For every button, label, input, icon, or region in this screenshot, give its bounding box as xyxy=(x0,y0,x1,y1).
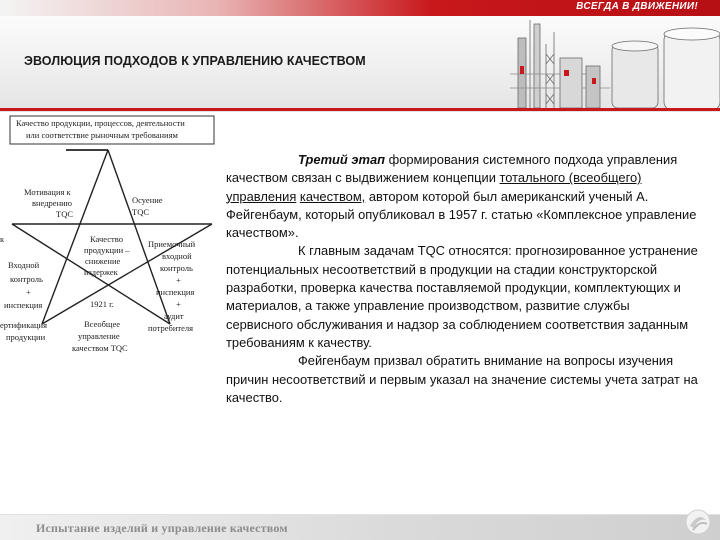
p1-underline-1: тотального (всеобщего) управления xyxy=(226,170,642,204)
header-banner xyxy=(0,0,720,112)
page-title: ЭВОЛЮЦИЯ ПОДХОДОВ К УПРАВЛЕНИЮ КАЧЕСТВОМ xyxy=(24,54,366,68)
center-node-line-2: продукции – xyxy=(84,245,130,255)
p1-part-a: формирования системного подхода управления качеством связан с выдвижением концепции xyxy=(226,152,678,186)
p3-text: Фейгенбаум призвал обратить внимание на вопросы изучения причин несоответствий и первым указал на значение системы учета затрат на качество. xyxy=(226,353,698,405)
right-side-line-4: + xyxy=(176,275,181,285)
body-text xyxy=(226,151,700,407)
right-side-line-2: входной xyxy=(162,251,192,261)
p1-lead: Третий этап xyxy=(298,152,386,167)
bottom-left-line-2: продукции xyxy=(6,332,46,342)
right-side-line-1: Приемочный xyxy=(148,239,196,249)
slogan: ВСЕГДА В ДВИЖЕНИИ! xyxy=(576,1,698,12)
right-node-line-2: TQC xyxy=(132,207,149,217)
far-left-line-2: контроль xyxy=(10,274,43,284)
paragraph-2 xyxy=(226,242,700,352)
left-node-line-3: TQC xyxy=(56,209,73,219)
p1-part-b: автором которой был американский ученый А. Фейгенбаум, который опубликовал в 1957 г. статью «Комплексное управление качеством». xyxy=(226,188,697,241)
footer-text: Испытание изделий и управление качеством xyxy=(36,521,288,535)
paragraph-3 xyxy=(226,352,700,407)
far-left-cut-label: к xyxy=(0,234,5,244)
right-side-line-7: аудит xyxy=(164,311,184,321)
year-label: 1921 г. xyxy=(90,299,114,309)
bottom-node-line-2: управление xyxy=(78,331,120,341)
header-red-line xyxy=(0,108,720,111)
far-left-line-4: инспекция xyxy=(4,300,43,310)
left-node-line-1: Мотивация к xyxy=(24,187,71,197)
p1-underline-2: качеством, xyxy=(299,188,366,204)
tqc-star-diagram xyxy=(0,114,216,364)
p2-text: К главным задачам TQC относятся: прогнозированное устранение потенциальных несоответствий в продукции на стадии конструкторской разработки, проверка качества поставляемой продукции, комплектующих и материалов, а также управление производством, развитие службы сервисного обслуживания и надзор за соблюдением соответствия заданным требованиям к качеству. xyxy=(226,243,698,350)
industrial-plant-illustration xyxy=(500,14,720,110)
bottom-node-line-3: качеством TQC xyxy=(72,343,128,353)
right-side-line-3: контроль xyxy=(160,263,193,273)
center-node-line-3: снижение xyxy=(85,256,121,266)
bottom-node-line-1: Всеобщее xyxy=(84,319,120,329)
right-side-line-8: потребителя xyxy=(148,323,194,333)
right-node-line-1: Осуение xyxy=(132,195,163,205)
bottom-left-line-1: ертификация xyxy=(0,320,48,330)
company-logo-icon xyxy=(684,508,712,536)
far-left-line-3: + xyxy=(26,287,31,297)
top-box-line-1: Качество продукции, процессов, деятельности xyxy=(16,118,185,128)
center-node-line-1: Качество xyxy=(90,234,123,244)
right-side-line-6: + xyxy=(176,299,181,309)
right-side-line-5: инспекция xyxy=(156,287,195,297)
left-node-line-2: внедрению xyxy=(32,198,73,208)
center-node-line-4: издержек xyxy=(84,267,118,277)
far-left-line-1: Входной xyxy=(8,260,40,270)
footer-bar xyxy=(0,514,720,540)
top-box-line-2: или соответствие рыночным требованиям xyxy=(26,130,178,140)
paragraph-1 xyxy=(226,151,700,242)
